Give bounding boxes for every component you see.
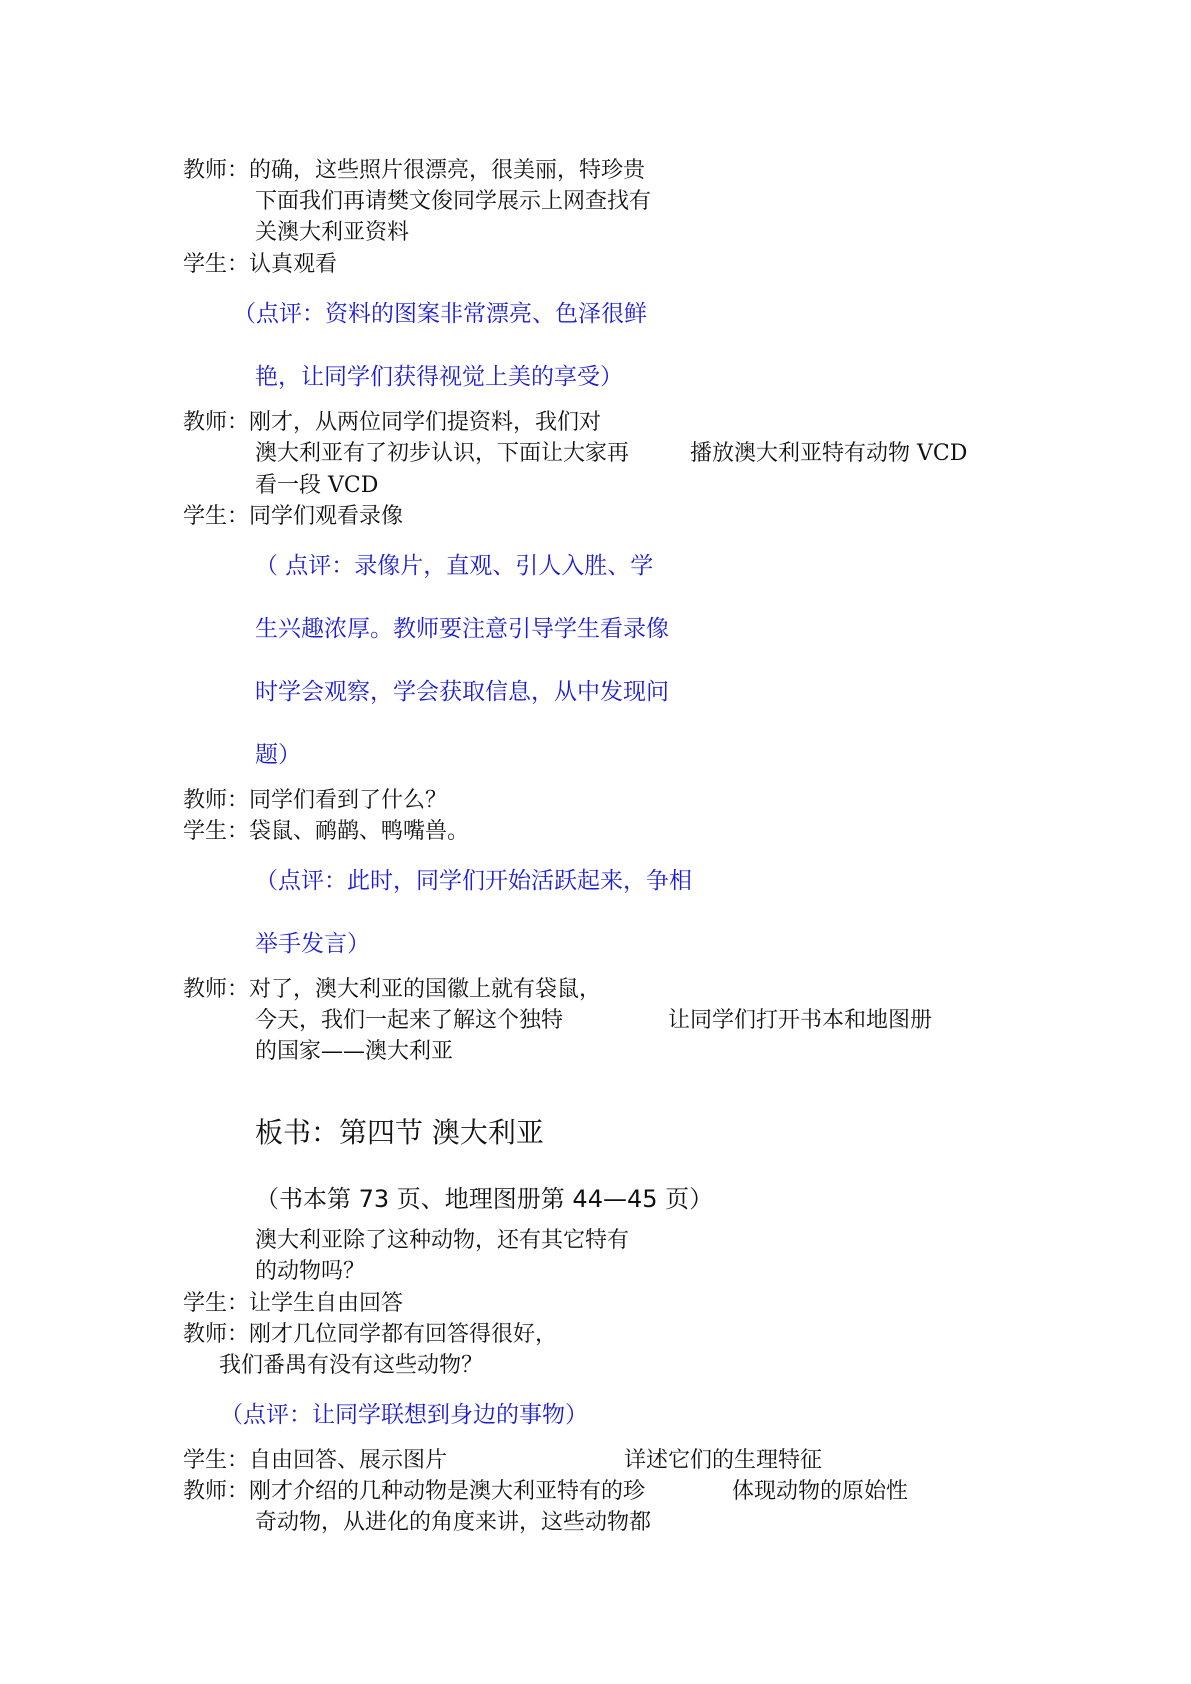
dialogue-line: 看一段 VCD: [255, 473, 379, 498]
dialogue-line: 我们番禺有没有这些动物？: [219, 1353, 484, 1378]
dialogue-line-teacher: 教师：刚才几位同学都有回答得很好，: [183, 1322, 558, 1347]
review-comment: （点评：资料的图案非常漂亮、色泽很鲜: [233, 301, 647, 327]
review-comment: 时学会观察，学会获取信息，从中发现问: [255, 679, 669, 705]
dialogue-line: 澳大利亚有了初步认识，下面让大家再: [255, 441, 630, 466]
dialogue-line: 奇动物，从进化的角度来讲，这些动物都: [255, 1510, 652, 1535]
dialogue-line-student: 学生：认真观看: [183, 252, 338, 277]
dialogue-line: 下面我们再请樊文俊同学展示上网查找有: [255, 189, 652, 214]
dialogue-line-student: 学生：自由回答、展示图片: [183, 1448, 448, 1473]
review-comment: 题）: [255, 742, 301, 768]
review-comment: 生兴趣浓厚。教师要注意引导学生看录像: [255, 616, 669, 642]
review-comment: （点评：此时，同学们开始活跃起来，争相: [255, 868, 692, 894]
review-comment: 艳，让同学们获得视觉上美的享受）: [255, 364, 623, 390]
blackboard-heading: 板书：第四节 澳大利亚: [255, 1116, 544, 1149]
teaching-note: 体现动物的原始性: [732, 1479, 909, 1504]
dialogue-line-teacher: 教师：刚才介绍的几种动物是澳大利亚特有的珍: [183, 1479, 646, 1504]
teaching-note: 播放澳大利亚特有动物 VCD: [690, 441, 968, 466]
teaching-note: 详述它们的生理特征: [624, 1448, 823, 1473]
review-comment: 举手发言）: [255, 931, 370, 957]
dialogue-line-student: 学生：同学们观看录像: [183, 504, 404, 529]
review-comment: （点评：让同学联想到身边的事物）: [220, 1402, 588, 1428]
dialogue-line: 的动物吗？: [255, 1259, 366, 1284]
dialogue-line: 澳大利亚除了这种动物，还有其它特有: [255, 1228, 630, 1253]
dialogue-line: 关澳大利亚资料: [255, 220, 410, 245]
review-comment: （ 点评：录像片，直观、引人入胜、学: [255, 553, 654, 579]
dialogue-line-teacher: 教师：刚才，从两位同学们提资料，我们对: [183, 410, 602, 435]
textbook-reference: （书本第 73 页、地理图册第 44—45 页）: [255, 1185, 714, 1213]
dialogue-line-teacher: 教师：同学们看到了什么？: [183, 788, 448, 813]
dialogue-line: 的国家——澳大利亚: [255, 1039, 454, 1064]
dialogue-line-teacher: 教师：对了，澳大利亚的国徽上就有袋鼠，: [183, 977, 602, 1002]
dialogue-line-teacher: 教师：的确，这些照片很漂亮，很美丽，特珍贵: [183, 158, 646, 183]
dialogue-line: 今天，我们一起来了解这个独特: [255, 1008, 564, 1033]
teaching-note: 让同学们打开书本和地图册: [668, 1008, 933, 1033]
dialogue-line-student: 学生：让学生自由回答: [183, 1291, 404, 1316]
dialogue-line-student: 学生：袋鼠、鸸鹋、鸭嘴兽。: [183, 819, 470, 844]
